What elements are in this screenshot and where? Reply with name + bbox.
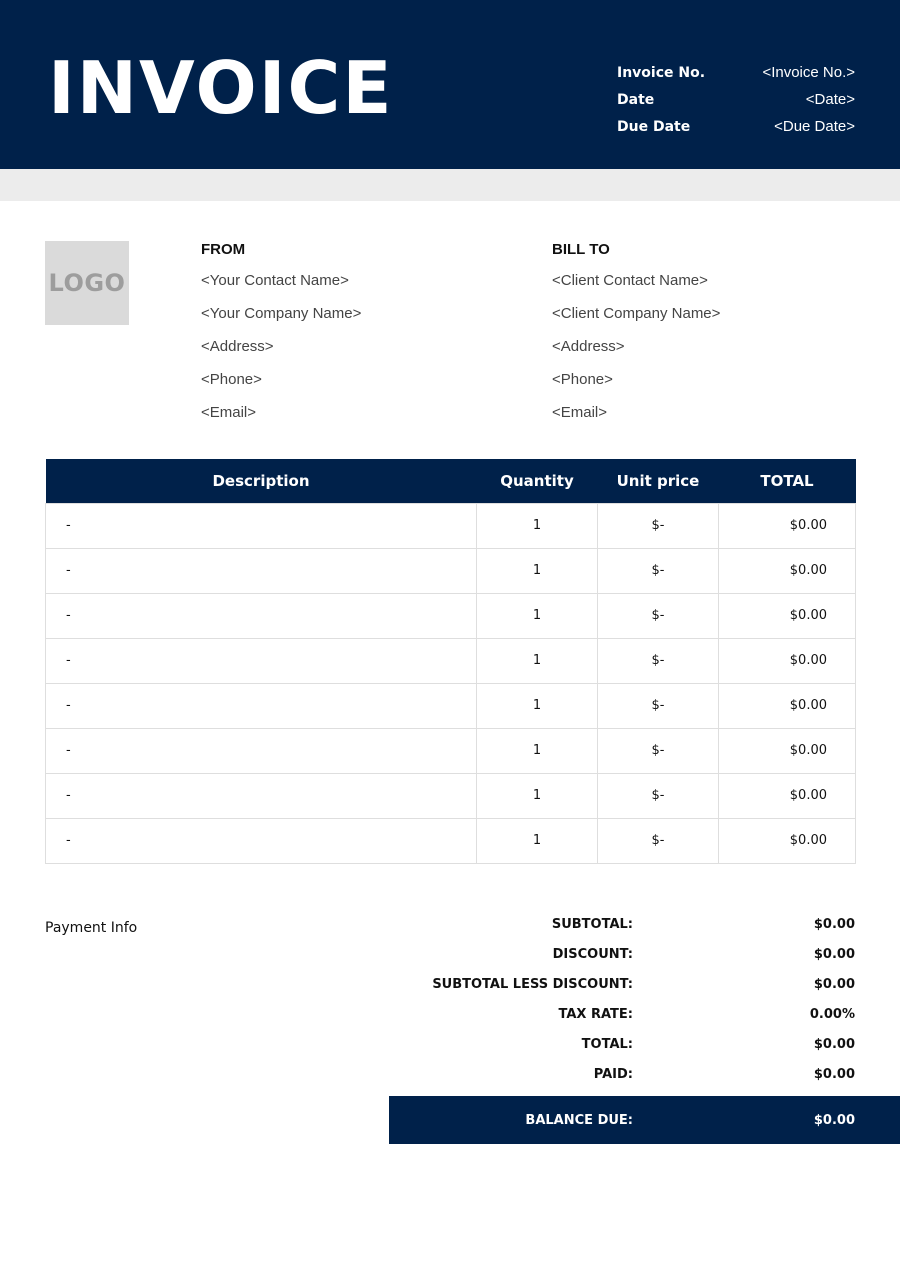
paid-value[interactable]: $0.00	[813, 1067, 855, 1082]
totals-summary	[389, 910, 900, 1090]
item-total: $0.00	[719, 683, 856, 728]
total-label: TOTAL:	[581, 1037, 633, 1052]
item-description[interactable]: -	[46, 728, 477, 773]
payment-info-label: Payment Info	[45, 920, 138, 936]
table-row	[46, 638, 856, 683]
item-quantity[interactable]: 1	[477, 548, 598, 593]
client-email: <Email>	[552, 404, 608, 421]
invoice-title: INVOICE	[48, 46, 394, 130]
due-date-label: Due Date	[617, 119, 691, 135]
item-quantity[interactable]: 1	[477, 638, 598, 683]
column-header-total: TOTAL	[760, 471, 814, 490]
bill-to-heading: BILL TO	[552, 241, 610, 258]
subtotal-label: SUBTOTAL:	[551, 917, 633, 932]
invoice-number-value: <Invoice No.>	[762, 64, 855, 81]
paid-label: PAID:	[593, 1067, 633, 1082]
invoice-header	[0, 0, 900, 169]
item-quantity[interactable]: 1	[477, 593, 598, 638]
column-header-quantity: Quantity	[500, 471, 574, 490]
table-row	[46, 593, 856, 638]
from-company-name: <Your Company Name>	[201, 305, 362, 322]
table-row	[46, 503, 856, 548]
subtotal-less-discount-label: SUBTOTAL LESS DISCOUNT:	[432, 977, 633, 992]
header-divider-band	[0, 169, 900, 201]
table-row	[46, 683, 856, 728]
item-quantity[interactable]: 1	[477, 818, 598, 863]
table-header-row	[46, 459, 856, 503]
client-address: <Address>	[552, 338, 625, 355]
discount-label: DISCOUNT:	[552, 947, 633, 962]
item-unit-price[interactable]: $-	[598, 683, 719, 728]
item-unit-price[interactable]: $-	[598, 728, 719, 773]
balance-due-bar	[389, 1096, 900, 1144]
tax-rate-row	[389, 1000, 900, 1030]
item-description[interactable]: -	[46, 548, 477, 593]
balance-due-label: BALANCE DUE:	[525, 1112, 633, 1128]
item-unit-price[interactable]: $-	[598, 503, 719, 548]
balance-due-value: $0.00	[813, 1112, 855, 1128]
discount-row	[389, 940, 900, 970]
client-contact-name: <Client Contact Name>	[552, 272, 708, 289]
logo-text: LOGO	[48, 269, 126, 297]
invoice-number-row	[617, 62, 855, 89]
item-unit-price[interactable]: $-	[598, 638, 719, 683]
invoice-date-row	[617, 89, 855, 116]
invoice-date-value: <Date>	[805, 91, 855, 108]
table-row	[46, 728, 856, 773]
item-total: $0.00	[719, 773, 856, 818]
from-phone: <Phone>	[201, 371, 262, 388]
table-row	[46, 773, 856, 818]
paid-row	[389, 1060, 900, 1090]
item-unit-price[interactable]: $-	[598, 548, 719, 593]
item-total: $0.00	[719, 818, 856, 863]
table-row	[46, 818, 856, 863]
line-items-table	[45, 459, 856, 864]
item-total: $0.00	[719, 548, 856, 593]
item-quantity[interactable]: 1	[477, 728, 598, 773]
client-phone: <Phone>	[552, 371, 613, 388]
bill-to-section	[552, 239, 720, 435]
due-date-row	[617, 116, 855, 143]
item-description[interactable]: -	[46, 683, 477, 728]
logo-placeholder	[45, 241, 129, 325]
client-company-name: <Client Company Name>	[552, 305, 721, 322]
total-value: $0.00	[813, 1037, 855, 1052]
item-quantity[interactable]: 1	[477, 683, 598, 728]
from-section	[201, 239, 361, 435]
due-date-value: <Due Date>	[774, 118, 855, 135]
subtotal-value: $0.00	[813, 917, 855, 932]
item-quantity[interactable]: 1	[477, 773, 598, 818]
item-total: $0.00	[719, 593, 856, 638]
table-row	[46, 548, 856, 593]
subtotal-less-discount-row	[389, 970, 900, 1000]
from-heading: FROM	[201, 241, 246, 258]
item-quantity[interactable]: 1	[477, 503, 598, 548]
item-total: $0.00	[719, 638, 856, 683]
from-address: <Address>	[201, 338, 274, 355]
total-row	[389, 1030, 900, 1060]
item-description[interactable]: -	[46, 503, 477, 548]
discount-value[interactable]: $0.00	[813, 947, 855, 962]
subtotal-less-discount-value: $0.00	[813, 977, 855, 992]
invoice-meta	[617, 62, 855, 143]
item-description[interactable]: -	[46, 638, 477, 683]
column-header-unit-price: Unit price	[616, 471, 700, 490]
item-unit-price[interactable]: $-	[598, 818, 719, 863]
tax-rate-label: TAX RATE:	[558, 1007, 633, 1022]
from-email: <Email>	[201, 404, 257, 421]
from-contact-name: <Your Contact Name>	[201, 272, 349, 289]
item-unit-price[interactable]: $-	[598, 773, 719, 818]
invoice-number-label: Invoice No.	[617, 65, 706, 81]
item-description[interactable]: -	[46, 818, 477, 863]
tax-rate-value[interactable]: 0.00%	[809, 1007, 855, 1022]
invoice-date-label: Date	[617, 92, 655, 108]
column-header-description: Description	[212, 471, 310, 490]
item-unit-price[interactable]: $-	[598, 593, 719, 638]
subtotal-row	[389, 910, 900, 940]
item-total: $0.00	[719, 503, 856, 548]
item-total: $0.00	[719, 728, 856, 773]
item-description[interactable]: -	[46, 773, 477, 818]
item-description[interactable]: -	[46, 593, 477, 638]
